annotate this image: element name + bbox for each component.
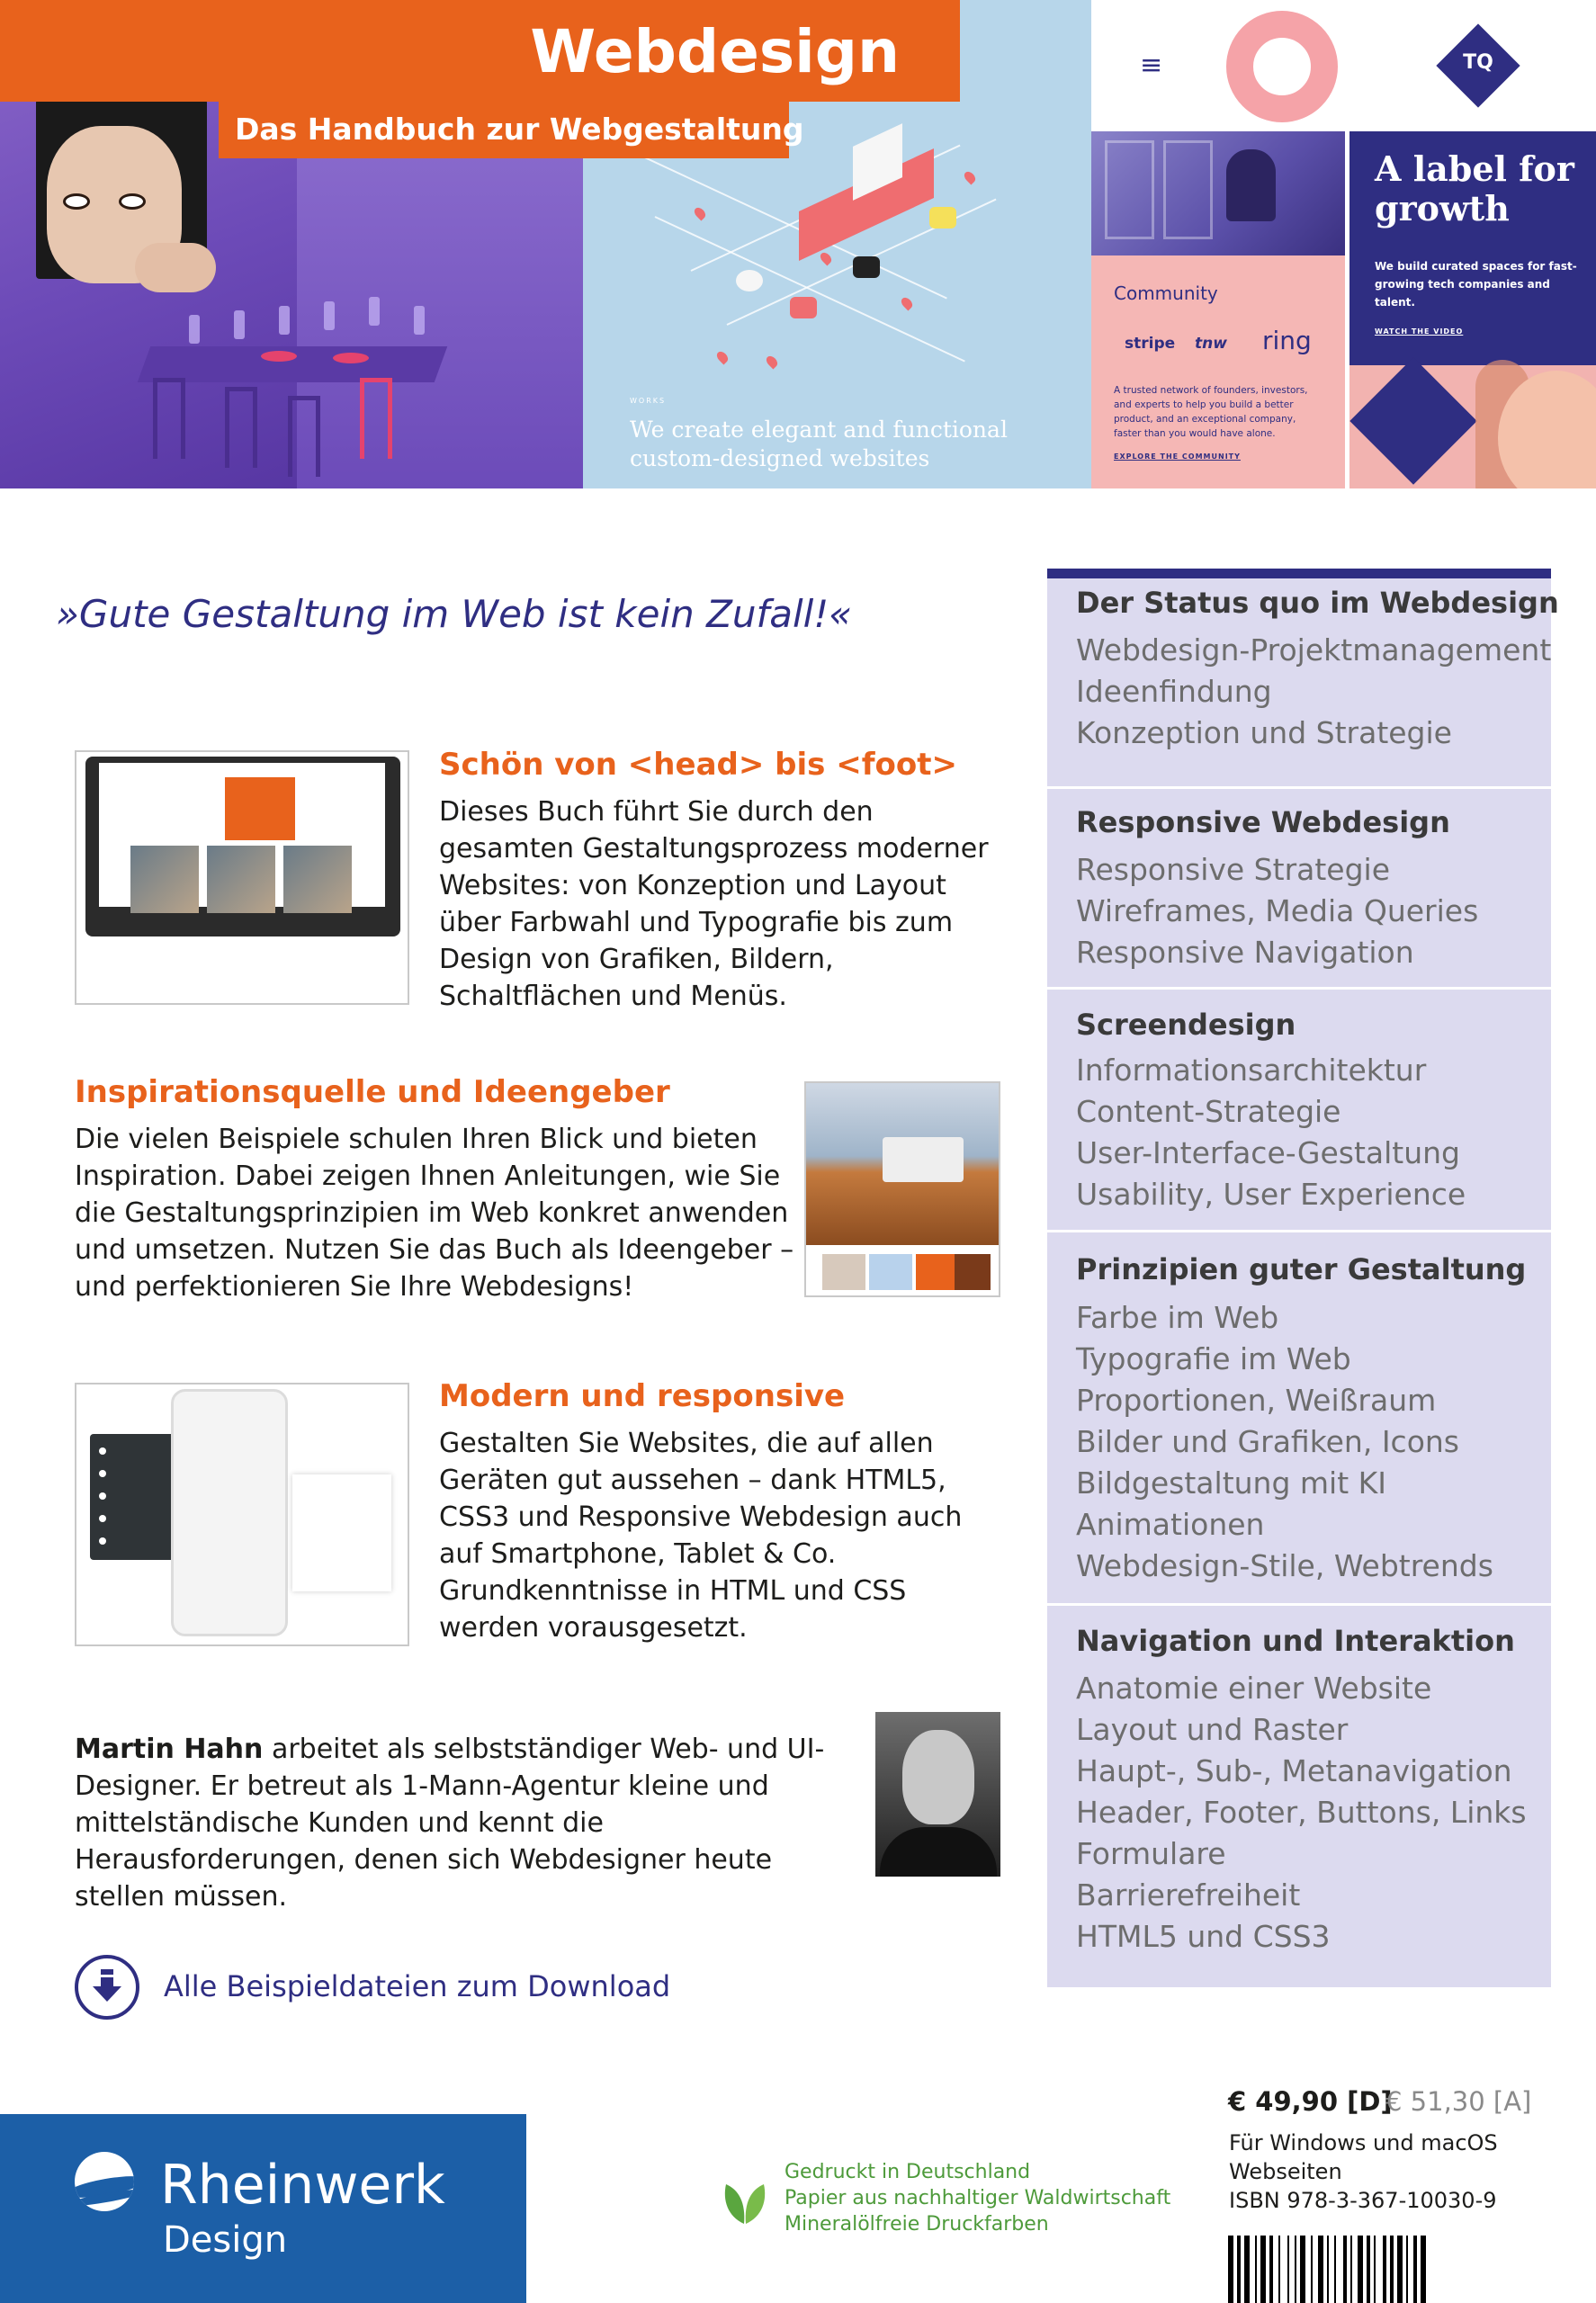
toc-item: Usability, User Experience [1076, 1177, 1466, 1212]
feature-text-3: Gestalten Sie Websites, die auf allen Geräten gut aussehen – dank HTML5, CSS3 und Responsive Webdesign auch auf Smartphone, Tablet & Co. Grundkenntnisse in HTML und CSS werden vorausgesetzt. [439, 1428, 963, 1644]
hamburger-icon: ≡ [1140, 49, 1163, 81]
toc-item: Informationsarchitektur [1076, 1053, 1427, 1088]
toc-item: Proportionen, Weißraum [1076, 1383, 1437, 1418]
toc-section-4 [1047, 1232, 1551, 1606]
feature-heading-1: Schön von <head> bis <foot> [439, 747, 957, 783]
works-label: WORKS [630, 397, 667, 405]
price-germany: € 49,90 [D] [1228, 2086, 1393, 2117]
toc-item: Konzeption und Strategie [1076, 715, 1452, 750]
toc-item: Responsive Strategie [1076, 852, 1391, 887]
feature-text-2: Die vielen Beispiele schulen Ihren Blick und bieten Inspiration. Dabei zeigen Ihnen Anleitungen, wie Sie die Gestaltungsprinzipien im Web konkret anwenden und umsetzen. Nutzen Sie das Buch als Ideengeber – und perfektionieren Sie Ihre Webdesigns! [75, 1124, 794, 1303]
thumbnail-laptop-colors [804, 1081, 1000, 1297]
toc-section-2 [1047, 789, 1551, 990]
toc-item: Layout und Raster [1076, 1712, 1349, 1747]
toc-section-3 [1047, 990, 1551, 1232]
toc-item: User-Interface-Gestaltung [1076, 1135, 1460, 1170]
toc-section-1 [1047, 578, 1559, 789]
toc-item: HTML5 und CSS3 [1076, 1919, 1331, 1954]
toc-item: Bilder und Grafiken, Icons [1076, 1424, 1460, 1459]
toc-item: Wireframes, Media Queries [1076, 893, 1479, 928]
author-name: Martin Hahn [75, 1734, 264, 1765]
tagline-quote: »Gute Gestaltung im Web ist kein Zufall!« [56, 592, 853, 636]
growth-link: WATCH THE VIDEO [1375, 327, 1464, 336]
eco-line: Gedruckt in Deutschland [785, 2161, 1031, 2183]
eco-line: Mineralölfreie Druckfarben [785, 2213, 1049, 2236]
toc-item: Bildgestaltung mit KI [1076, 1465, 1387, 1501]
price-austria: € 51,30 [A] [1385, 2086, 1532, 2117]
toc-heading: Responsive Webdesign [1076, 805, 1450, 839]
toc-item: Header, Footer, Buttons, Links [1076, 1795, 1527, 1830]
meta-line: ISBN 978-3-367-10030-9 [1229, 2188, 1497, 2213]
book-title: Webdesign [530, 17, 900, 86]
toc-item: Webdesign-Projektmanagement [1076, 632, 1552, 668]
logo-tnw: tnw [1195, 335, 1227, 353]
growth-title: A label for growth [1375, 148, 1574, 229]
toc-item: Content-Strategie [1076, 1094, 1341, 1129]
toc-item: Farbe im Web [1076, 1300, 1279, 1335]
meta-line: Webseiten [1229, 2159, 1342, 2184]
website-mockup-header [1091, 0, 1596, 131]
logo-ring: ring [1262, 326, 1312, 355]
meta-line: Für Windows und macOS [1229, 2130, 1498, 2155]
publisher-imprint: Design [163, 2219, 288, 2261]
book-subtitle: Das Handbuch zur Webgestaltung [235, 112, 804, 147]
author-bio [75, 1731, 839, 1915]
pink-ring-graphic [1226, 11, 1338, 122]
download-link[interactable]: Alle Beispieldateien zum Download [164, 1969, 671, 2003]
toc-item: Formulare [1076, 1836, 1226, 1871]
toc-item: Haupt-, Sub-, Metanavigation [1076, 1753, 1512, 1788]
toc-item: Responsive Navigation [1076, 935, 1414, 970]
toc-item: Webdesign-Stile, Webtrends [1076, 1548, 1493, 1583]
toc-heading: Der Status quo im Webdesign [1076, 586, 1559, 620]
works-tagline: We create elegant and functional custom-designed websites [630, 417, 1008, 471]
thumbnail-mobile-app [75, 1383, 409, 1646]
community-link: EXPLORE THE COMMUNITY [1114, 453, 1241, 461]
thumbnail-tablet-website [75, 750, 409, 1005]
feature-heading-3: Modern und responsive [439, 1378, 846, 1414]
publisher-name: Rheinwerk [160, 2154, 445, 2217]
eco-line: Papier aus nachhaltiger Waldwirtschaft [785, 2187, 1171, 2209]
toc-item: Typografie im Web [1076, 1341, 1351, 1376]
toc-item: Anatomie einer Website [1076, 1671, 1432, 1706]
barcode [1228, 2236, 1475, 2303]
toc-heading: Screendesign [1076, 1008, 1296, 1042]
author-photo [875, 1712, 1000, 1877]
toc-item: Barrierefreiheit [1076, 1877, 1301, 1913]
feature-heading-2: Inspirationsquelle und Ideengeber [75, 1074, 670, 1110]
toc-heading: Navigation und Interaktion [1076, 1624, 1515, 1658]
growth-text: We build curated spaces for fast-growing tech companies and talent. [1375, 260, 1577, 309]
toc-item: Animationen [1076, 1507, 1265, 1542]
feature-text-1: Dieses Buch führt Sie durch den gesamten Gestaltungsprozess moderner Websites: von Konzeption und Layout über Farbwahl und Typografie bis zum Design von Grafiken, Bildern, Schaltflächen und Menüs. [439, 796, 989, 1012]
community-title: Community [1114, 282, 1218, 304]
tq-logo-text: TQ [1463, 51, 1493, 74]
logo-stripe: stripe [1125, 335, 1176, 353]
toc-section-5 [1047, 1606, 1551, 1987]
toc-item: Ideenfindung [1076, 674, 1272, 709]
community-text: A trusted network of founders, investors, and experts to help you build a better product, and an exceptional company, faster than you would have alone. [1114, 385, 1308, 439]
author-bio-text: arbeitet als selbstständiger Web- und UI-Designer. Er betreut als 1-Mann-Agentur kleine und mittelständische Kunden und kennt die Herausforderungen, denen sich Webdesigner heute stellen müssen. [75, 1734, 825, 1913]
toc-heading: Prinzipien guter Gestaltung [1076, 1252, 1527, 1286]
cover-collage [0, 0, 1596, 488]
download-icon[interactable] [75, 1955, 139, 2020]
photo-office [1091, 131, 1345, 255]
rheinwerk-logo-icon [75, 2152, 134, 2211]
leaf-icon [722, 2177, 767, 2227]
